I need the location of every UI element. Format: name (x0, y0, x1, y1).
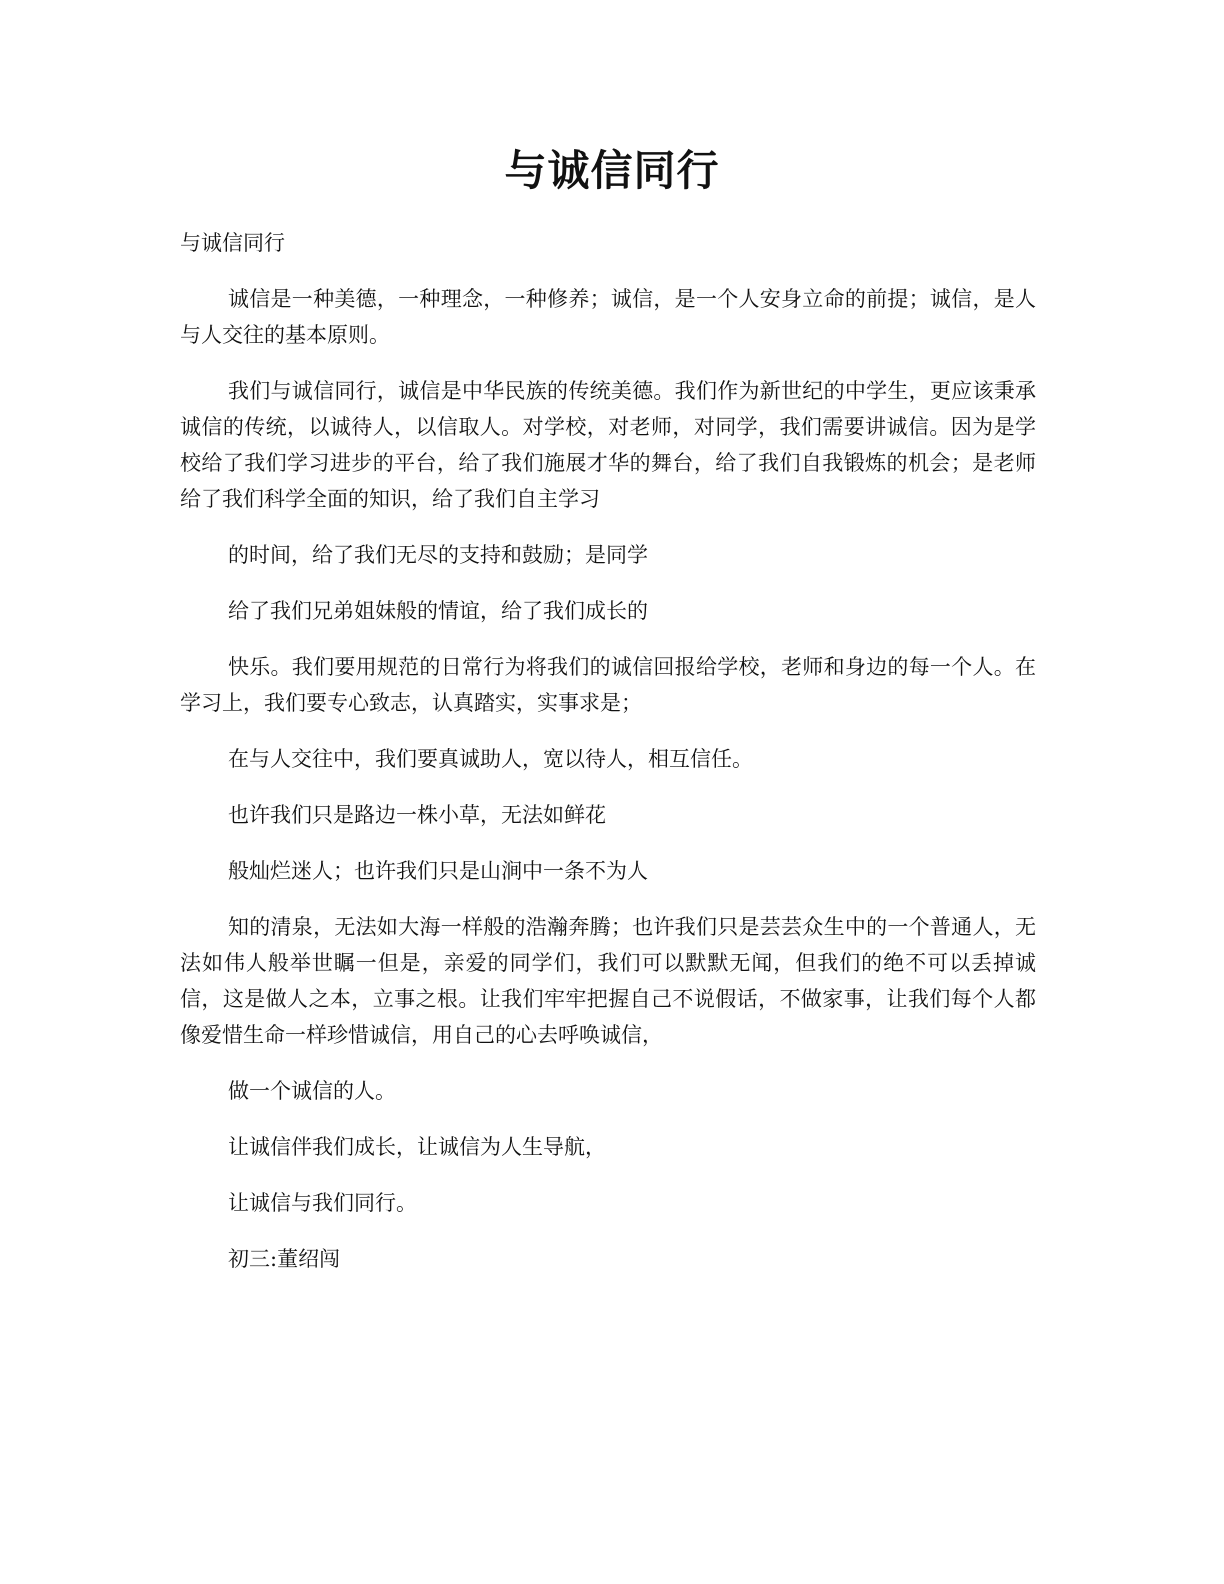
paragraph: 让诚信伴我们成长，让诚信为人生导航， (228, 1135, 606, 1159)
paragraph: 诚信是一种美德，一种理念，一种修养；诚信，是一个人安身立命的前提；诚信，是人与人交往的基本原则。 (180, 287, 1036, 347)
page-title: 与诚信同行 (504, 146, 720, 195)
author-signature: 初三:董绍闯 (228, 1247, 341, 1271)
paragraph: 般灿烂迷人；也许我们只是山涧中一条不为人 (228, 859, 648, 883)
paragraph: 做一个诚信的人。 (228, 1079, 396, 1103)
paragraph: 我们与诚信同行，诚信是中华民族的传统美德。我们作为新世纪的中学生，更应该秉承诚信的传统，以诚待人，以信取人。对学校，对老师，对同学，我们需要讲诚信。因为是学校给了我们学习进步的平台，给了我们施展才华的舞台，给了我们自我锻炼的机会；是老师给了我们科学全面的知识，给了我们自主学习 (180, 379, 1036, 511)
paragraph: 知的清泉，无法如大海一样般的浩瀚奔腾；也许我们只是芸芸众生中的一个普通人，无法如伟人般举世瞩一但是，亲爱的同学们，我们可以默默无闻，但我们的绝不可以丢掉诚信，这是做人之本，立事之根。让我们牢牢把握自己不说假话，不做家事，让我们每个人都像爱惜生命一样珍惜诚信，用自己的心去呼唤诚信， (180, 915, 1036, 1047)
paragraph: 给了我们兄弟姐妹般的情谊，给了我们成长的 (228, 599, 648, 623)
document-body (180, 225, 1036, 1297)
paragraph: 在与人交往中，我们要真诚助人，宽以待人，相互信任。 (228, 747, 753, 771)
document-subtitle: 与诚信同行 (180, 231, 285, 255)
paragraph: 让诚信与我们同行。 (228, 1191, 417, 1215)
paragraph: 快乐。我们要用规范的日常行为将我们的诚信回报给学校，老师和身边的每一个人。在学习上，我们要专心致志，认真踏实，实事求是； (180, 655, 1036, 715)
paragraph: 的时间，给了我们无尽的支持和鼓励；是同学 (228, 543, 648, 567)
paragraph: 也许我们只是路边一株小草，无法如鲜花 (228, 803, 606, 827)
